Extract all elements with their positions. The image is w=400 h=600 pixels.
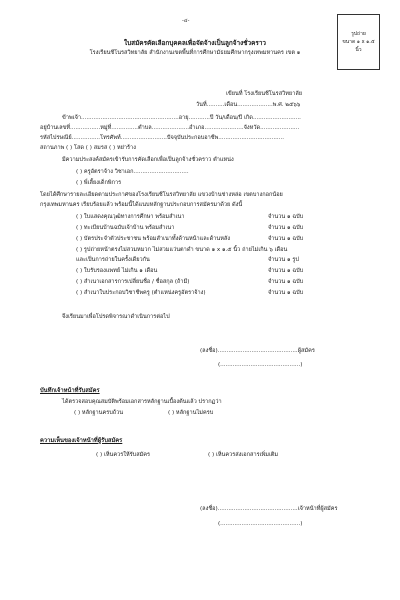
apply-intro: มีความประสงค์สมัครเข้ารับการคัดเลือกเพื่อเป็นลูกจ้างชั่วคราว ตำแหน่ง	[62, 157, 234, 163]
documents-intro-2: กรุงเทพมหานคร เรียบร้อยแล้ว พร้อมนี้ได้แนบหลักฐานประกอบการสมัครมาด้วย ดังนี้	[40, 202, 243, 208]
closing-text: จึงเรียนมาเพื่อโปรดพิจารณาดำเนินการต่อไป	[62, 314, 170, 320]
document-qty: จำนวน ๑ ฉบับ	[268, 236, 304, 242]
written-at: เขียนที่ โรงเรียนชีโนรสวิทยาลัย	[226, 91, 303, 97]
postcode-phone-line: รหัสไปรษณีย์................โทรศัพท์..........................ปัจจุบันประกอบอาชีพ.....................................	[40, 135, 285, 141]
position-option-caregiver: ( ) พี่เลี้ยงเด็กพิการ	[76, 180, 122, 186]
address-line: อยู่บ้านเลขที่.................หมู่ที่...............ตำบล.....................อำเภอ......................จังหวัด......................	[40, 125, 300, 131]
page-number: -๔-	[182, 18, 190, 24]
document-item: ( ) สำเนาเอกสารการเปลี่ยนชื่อ / ชื่อสกุล (ถ้ามี)	[76, 279, 190, 285]
position-option-teacher: ( ) ครูอัตราจ้าง วิชาเอก...............................	[76, 169, 189, 175]
document-item: ( ) บัตรประจำตัวประชาชน พร้อมสำเนาทั้งด้านหน้าและด้านหลัง	[76, 236, 231, 242]
date-line: วันที่..........เดือน....................พ.ศ. ๒๕๖๖	[196, 102, 301, 108]
form-title: ใบสมัครคัดเลือกบุคคลเพื่อจัดจ้างเป็นลูกจ้างชั่วคราว	[124, 39, 266, 47]
option-more-docs: ( ) เห็นควรส่งเอกสารเพิ่มเติม	[208, 452, 279, 458]
option-complete: ( ) หลักฐานครบถ้วน	[74, 410, 124, 416]
document-qty: จำนวน ๑ ฉบับ	[268, 214, 304, 220]
document-item: ( ) ทะเบียนบ้านฉบับเจ้าบ้าน พร้อมสำเนา	[76, 225, 175, 231]
document-qty: จำนวน ๑ ฉบับ	[268, 290, 304, 296]
documents-intro-1: โดยได้ศึกษารายละเอียดตามประกาศของโรงเรียนชีโนรสวิทยาลัย แขวงบ้านช่างหล่อ เขตบางกอกน้อย	[40, 192, 283, 198]
photo-box	[337, 14, 380, 70]
document-item: ( ) รูปถ่ายหน้าตรงไม่สวมหมวก ไม่สวมแว่นตาดำ ขนาด ๑ x ๑.๕ นิ้ว ถ่ายไม่เกิน ๖ เดือน	[76, 247, 288, 253]
officer-opinion-heading: ความเห็นของเจ้าหน้าที่ผู้รับสมัคร	[40, 438, 123, 444]
option-incomplete: ( ) หลักฐานไม่ครบ	[168, 410, 214, 416]
officer-note-heading: บันทึกเจ้าหน้าที่รับสมัคร	[40, 388, 100, 394]
photo-box-line3: นิ้ว	[355, 47, 362, 53]
document-item: ( ) สำเนาใบประกอบวิชาชีพครู (ตำแหน่งครูอัตราจ้าง)	[76, 290, 206, 296]
document-qty: จำนวน ๑ ฉบับ	[268, 279, 304, 285]
document-item: ( ) ใบรับรองแพทย์ ไม่เกิน ๑ เดือน	[76, 268, 158, 274]
document-qty: จำนวน ๑ ฉบับ	[268, 268, 304, 274]
document-item: และเป็นการถ่ายในครั้งเดียวกัน	[76, 257, 150, 263]
officer-signature-line: (ลงชื่อ).............................................เจ้าหน้าที่ผู้สมัคร	[200, 506, 338, 512]
officer-note-text: ได้ตรวจสอบคุณสมบัติพร้อมเอกสารหลักฐานเบื้องต้นแล้ว ปรากฏว่า	[62, 399, 222, 405]
document-item: ( ) ใบแสดงคุณวุฒิทางการศึกษา พร้อมสำเนา	[76, 214, 185, 220]
applicant-signature-line: (ลงชื่อ).............................................ผู้สมัคร	[200, 348, 315, 354]
photo-box-line2: ขนาด ๑ x ๑.๕	[342, 39, 375, 45]
document-qty: จำนวน ๑ รูป	[268, 257, 299, 263]
applicant-name-line: ข้าพเจ้า.......................................................อายุ............ปี วัน/เดือน/ปี เกิด...........................	[62, 115, 301, 121]
document-qty: จำนวน ๑ ฉบับ	[268, 225, 304, 231]
officer-name-parentheses: (.............................................)	[218, 521, 303, 527]
option-accept: ( ) เห็นควรให้รับสมัคร	[96, 452, 151, 458]
photo-box-line1: รูปถ่าย	[351, 31, 366, 37]
marital-status-line: สถานภาพ ( ) โสด ( ) สมรส ( ) หย่าร้าง	[40, 145, 136, 151]
form-subtitle: โรงเรียนชีโนรสวิทยาลัย สำนักงานเขตพื้นที่การศึกษามัธยมศึกษากรุงเทพมหานคร เขต ๑	[89, 50, 301, 56]
applicant-name-parentheses: (.............................................)	[218, 362, 303, 368]
